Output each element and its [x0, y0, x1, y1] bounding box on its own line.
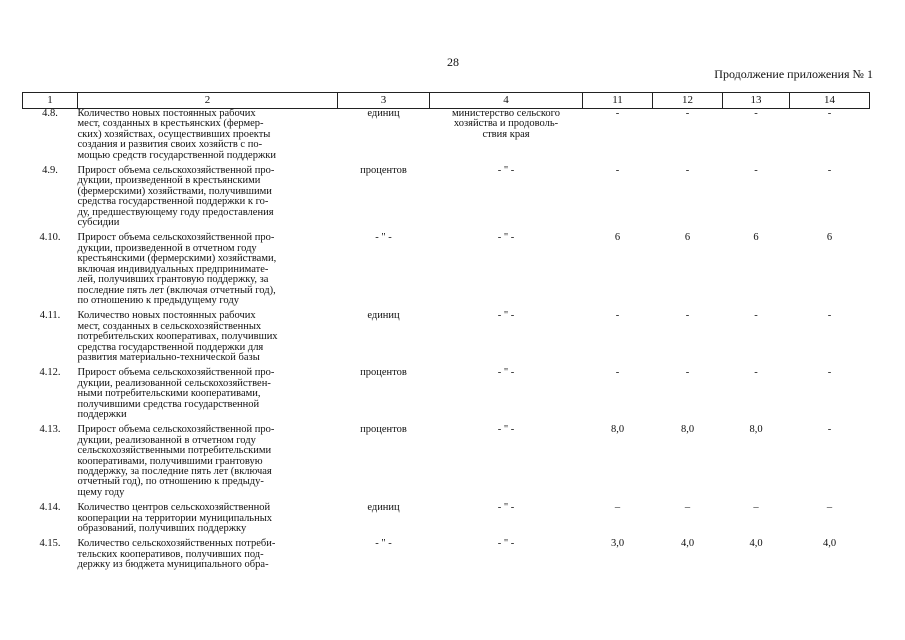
row-unit: - " -: [375, 538, 392, 550]
row-number: 4.12.: [39, 367, 61, 379]
row-value-13: -: [754, 108, 758, 119]
row-value-13: -: [754, 165, 758, 177]
row-unit: процентов: [360, 367, 407, 379]
row-value-11: -: [615, 165, 620, 177]
table-row: [23, 539, 870, 575]
col-header-11: 11: [583, 93, 653, 109]
row-unit: единиц: [367, 310, 400, 322]
header-row: [23, 93, 870, 109]
indicators-table: [22, 92, 870, 576]
row-unit: процентов: [360, 165, 407, 177]
row-responsible: министерство сельского хозяйства и продоволь- ствия края: [452, 108, 560, 140]
row-responsible: - " -: [497, 232, 515, 244]
appendix-continuation: Продолжение приложения № 1: [714, 67, 873, 81]
row-description: Количество сельскохозяйственных потреби- тельских кооперативов, получивших под- держку из бюджета муниципального обра-: [77, 538, 276, 571]
table-row: [23, 311, 870, 368]
row-value-13: 6: [753, 232, 759, 244]
row-value-12: -: [685, 310, 690, 322]
row-value-12: -: [685, 108, 690, 119]
row-value-11: 8,0: [610, 424, 625, 436]
row-number: 4.9.: [42, 165, 58, 177]
row-description: Прирост объема сельскохозяйственной про- дукции, реализованной в отчетном году сельскохозяйственными потребительскими кооперативами, получившими грантовую поддержку, за последние пять лет (включая отчетный год), по отношению к предыду- щему году: [77, 424, 275, 498]
row-value-11: -: [615, 367, 620, 379]
row-value-13: –: [753, 502, 759, 514]
col-header-3: 3: [338, 93, 430, 109]
row-value-11: –: [614, 502, 621, 514]
row-number: 4.13.: [39, 424, 61, 436]
col-header-2: 2: [78, 93, 338, 109]
row-value-14: 6: [826, 232, 833, 244]
row-value-14: -: [827, 108, 832, 119]
row-description: Количество центров сельскохозяйственной кооперации на территории муниципальных образований, получивших поддержку: [77, 502, 273, 535]
row-value-14: -: [827, 424, 832, 436]
row-responsible: - " -: [497, 538, 515, 550]
col-header-14: 14: [790, 93, 870, 109]
row-number: 4.8.: [42, 108, 58, 119]
row-value-14: -: [827, 367, 832, 379]
row-value-12: 8,0: [680, 424, 695, 436]
row-responsible: - " -: [497, 502, 515, 514]
table-body: [23, 109, 870, 576]
row-description: Прирост объема сельскохозяйственной про- дукции, произведенной в крестьянскими (фермерскими) хозяйствами, получившими средства государственной поддержки к го- ду, предшествующему году предоставления субсидии: [77, 165, 275, 229]
row-number: 4.10.: [39, 232, 61, 244]
row-value-14: -: [827, 165, 832, 177]
row-number: 4.14.: [39, 502, 61, 514]
table-row: [23, 503, 870, 539]
col-header-1: 1: [23, 93, 78, 109]
row-value-12: -: [685, 367, 690, 379]
row-responsible: - " -: [497, 310, 515, 322]
row-value-11: 6: [614, 232, 621, 244]
col-header-4: 4: [430, 93, 583, 109]
table-row: [23, 166, 870, 233]
row-number: 4.15.: [39, 538, 61, 550]
row-value-11: -: [615, 108, 620, 119]
row-unit: - " -: [375, 232, 392, 244]
row-number: 4.11.: [39, 310, 61, 322]
row-value-12: –: [684, 502, 691, 514]
table-row: [23, 233, 870, 311]
row-value-11: 3,0: [610, 538, 625, 550]
row-unit: процентов: [360, 424, 407, 436]
row-value-14: 4,0: [822, 538, 837, 550]
row-value-13: -: [754, 367, 758, 379]
col-header-12: 12: [653, 93, 723, 109]
row-value-13: 8,0: [749, 424, 763, 436]
row-unit: единиц: [367, 502, 400, 514]
table-row: [23, 425, 870, 503]
row-description: Прирост объема сельскохозяйственной про- дукции, реализованной сельскохозяйствен- ными потребительскими кооперативами, получившими средства государственной поддержки: [77, 367, 275, 420]
row-responsible: - " -: [497, 424, 515, 436]
row-description: Прирост объема сельскохозяйственной про- дукции, произведенной в отчетном году крестьянскими (фермерскими) хозяйствами, включая индивидуальных предпринимате- лей, получивших грантовую поддержку, за последние пять лет (включая отчетный год), по отношению к предыдущему году: [77, 232, 277, 306]
row-value-12: 4,0: [680, 538, 695, 550]
row-unit: единиц: [367, 108, 400, 119]
table-row: [23, 368, 870, 425]
row-value-12: -: [685, 165, 690, 177]
row-responsible: - " -: [497, 367, 515, 379]
row-value-12: 6: [684, 232, 691, 244]
row-value-13: 4,0: [749, 538, 763, 550]
row-description: Количество новых постоянных рабочих мест, созданных в сельскохозяйственных потребительских кооперативах, получивших средства государственной поддержки для развития материально-технической базы: [77, 310, 278, 363]
row-description: Количество новых постоянных рабочих мест, созданных в крестьянских (фермер- ских) хозяйствах, осуществивших проекты создания и развития своих хозяйств с по- мощью средств государственной поддержки: [77, 108, 276, 161]
row-value-13: -: [754, 310, 758, 322]
table-row: [23, 109, 870, 167]
row-value-11: -: [615, 310, 620, 322]
page-number: 28: [447, 55, 459, 69]
row-value-14: –: [826, 502, 833, 514]
row-value-14: -: [827, 310, 832, 322]
row-responsible: - " -: [497, 165, 515, 177]
col-header-13: 13: [723, 93, 790, 109]
